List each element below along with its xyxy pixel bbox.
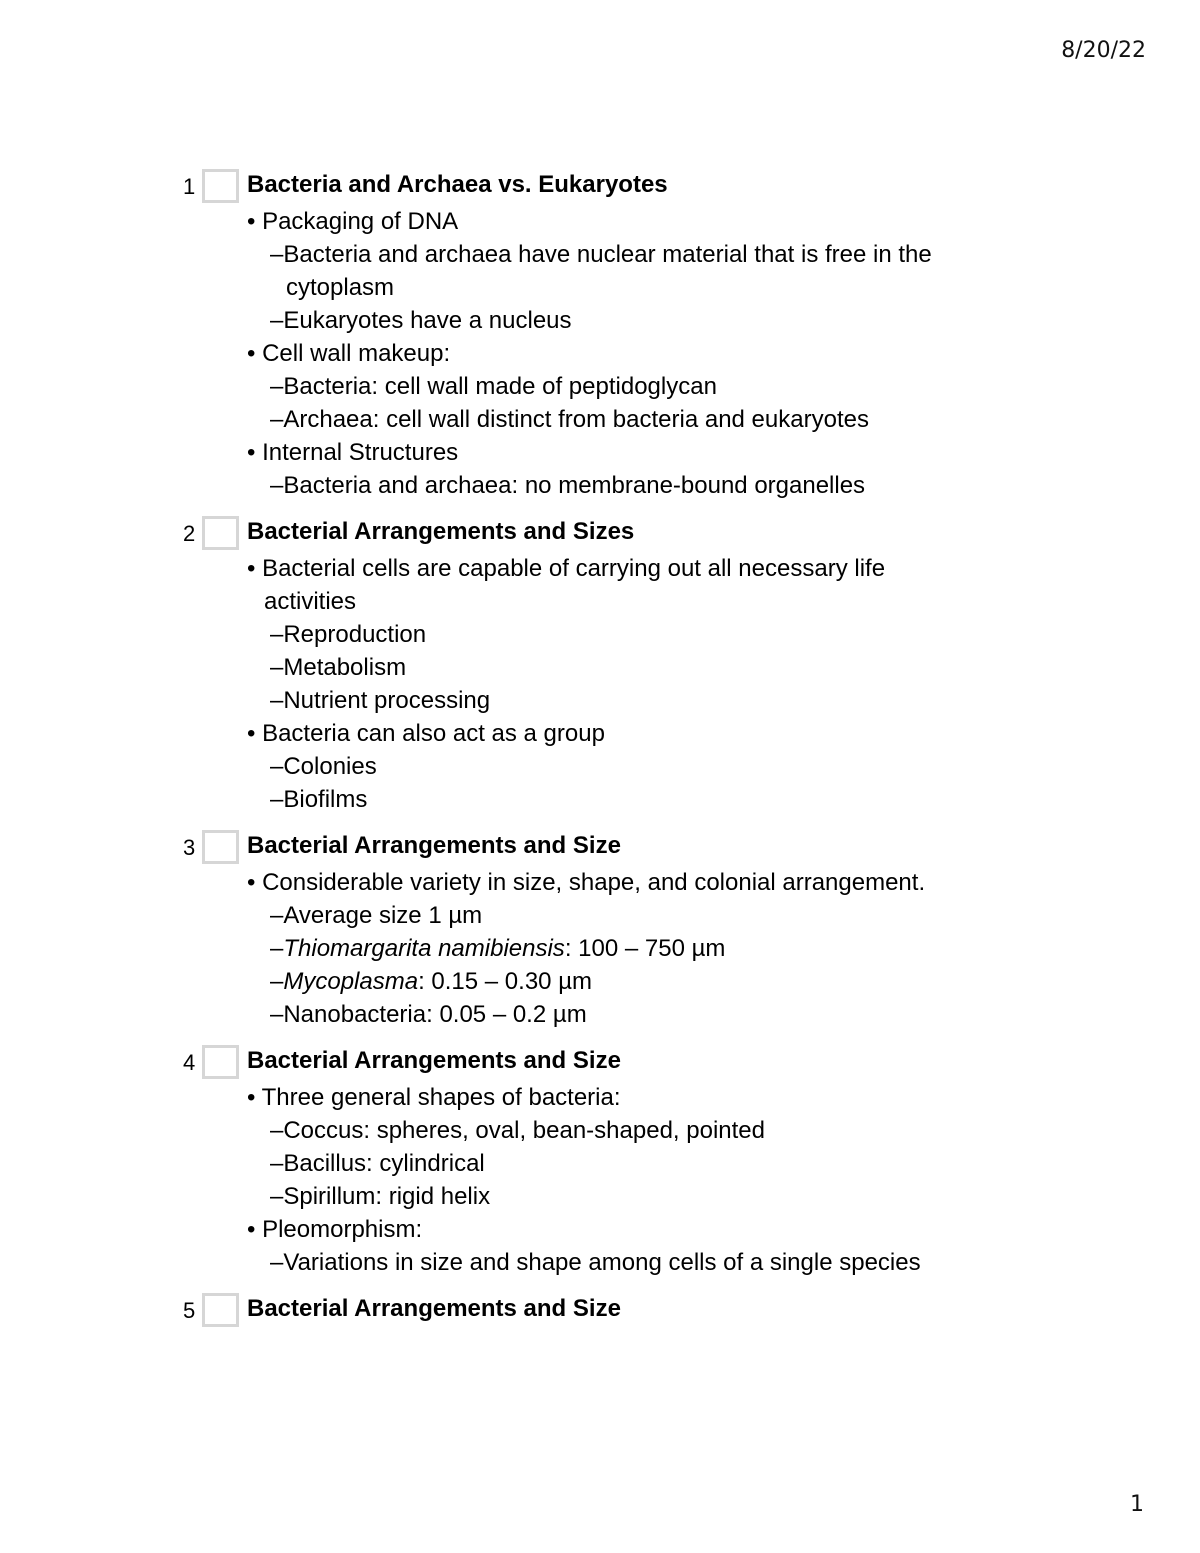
slide-1 xyxy=(0,167,1200,502)
slide-number: 1 xyxy=(183,174,196,199)
bullet-item: • Bacteria can also act as a group xyxy=(247,720,605,747)
sub-bullet-item: –Nanobacteria: 0.05 – 0.2 µm xyxy=(270,1001,587,1028)
sub-bullet-item: –Average size 1 µm xyxy=(270,902,483,929)
sub-bullet-item xyxy=(0,932,1200,965)
slide-5 xyxy=(0,1291,1200,1329)
page-number: 1 xyxy=(1130,1492,1144,1517)
slide-number: 2 xyxy=(183,521,196,546)
slide-number: 5 xyxy=(183,1298,196,1323)
slide-header xyxy=(0,514,1200,552)
species-name: Mycoplasma xyxy=(283,968,419,995)
slide-thumbnail[interactable] xyxy=(202,1293,239,1327)
bullet-item: • Considerable variety in size, shape, and colonial arrangement. xyxy=(247,869,926,896)
sub-bullet-item: –Reproduction xyxy=(270,621,427,648)
sub-bullet-item: –Bacillus: cylindrical xyxy=(270,1150,485,1177)
bullet-item: • Pleomorphism: xyxy=(247,1216,423,1243)
slide-3 xyxy=(0,828,1200,1031)
slide-notes-list xyxy=(0,167,1200,1341)
bullet-item: • Bacterial cells are capable of carrying out all necessary life xyxy=(247,555,886,582)
dash: – xyxy=(270,935,284,962)
species-name: Thiomargarita namibiensis xyxy=(283,935,565,962)
sub-bullet-item: –Colonies xyxy=(270,753,377,780)
sub-bullet-continuation: cytoplasm xyxy=(286,274,395,301)
sub-bullet-item: –Archaea: cell wall distinct from bacteria and eukaryotes xyxy=(270,406,869,433)
dash: – xyxy=(270,968,284,995)
slide-number: 3 xyxy=(183,835,196,860)
bullet-item: • Packaging of DNA xyxy=(247,208,459,235)
sub-bullet-item: –Bacteria and archaea have nuclear material that is free in the xyxy=(270,241,932,268)
sub-bullet-item: –Spirillum: rigid helix xyxy=(270,1183,491,1210)
bullet-item: • Cell wall makeup: xyxy=(247,340,451,367)
slide-2 xyxy=(0,514,1200,816)
sub-bullet-item: –Metabolism xyxy=(270,654,407,681)
sub-bullet-item: –Biofilms xyxy=(270,786,368,813)
sub-bullet-item: –Variations in size and shape among cells of a single species xyxy=(270,1249,921,1276)
slide-title: Bacteria and Archaea vs. Eukaryotes xyxy=(247,171,668,198)
bullet-item: • Three general shapes of bacteria: xyxy=(247,1084,621,1111)
slide-header xyxy=(0,167,1200,205)
sub-bullet-item: –Bacteria: cell wall made of peptidoglycan xyxy=(270,373,717,400)
slide-title: Bacterial Arrangements and Size xyxy=(247,1295,621,1322)
slide-thumbnail[interactable] xyxy=(202,169,239,203)
sub-bullet-item: –Eukaryotes have a nucleus xyxy=(270,307,572,334)
slide-title: Bacterial Arrangements and Size xyxy=(247,1047,621,1074)
sub-bullet-item: –Bacteria and archaea: no membrane-bound organelles xyxy=(270,472,866,499)
bullet-item: • Internal Structures xyxy=(247,439,459,466)
slide-number: 4 xyxy=(183,1050,196,1075)
size-range: : 0.15 – 0.30 µm xyxy=(418,968,593,995)
bullet-continuation: activities xyxy=(264,588,357,615)
slide-title: Bacterial Arrangements and Size xyxy=(247,832,621,859)
page-date: 8/20/22 xyxy=(1061,38,1146,63)
slide-header xyxy=(0,1291,1200,1329)
slide-thumbnail[interactable] xyxy=(202,830,239,864)
sub-bullet-item xyxy=(0,965,1200,998)
slide-thumbnail[interactable] xyxy=(202,1045,239,1079)
sub-bullet-item: –Coccus: spheres, oval, bean-shaped, pointed xyxy=(270,1117,765,1144)
slide-header xyxy=(0,828,1200,866)
slide-4 xyxy=(0,1043,1200,1279)
size-range: : 100 – 750 µm xyxy=(564,935,726,962)
sub-bullet-item: –Nutrient processing xyxy=(270,687,491,714)
slide-header xyxy=(0,1043,1200,1081)
slide-thumbnail[interactable] xyxy=(202,516,239,550)
slide-title: Bacterial Arrangements and Sizes xyxy=(247,518,635,545)
